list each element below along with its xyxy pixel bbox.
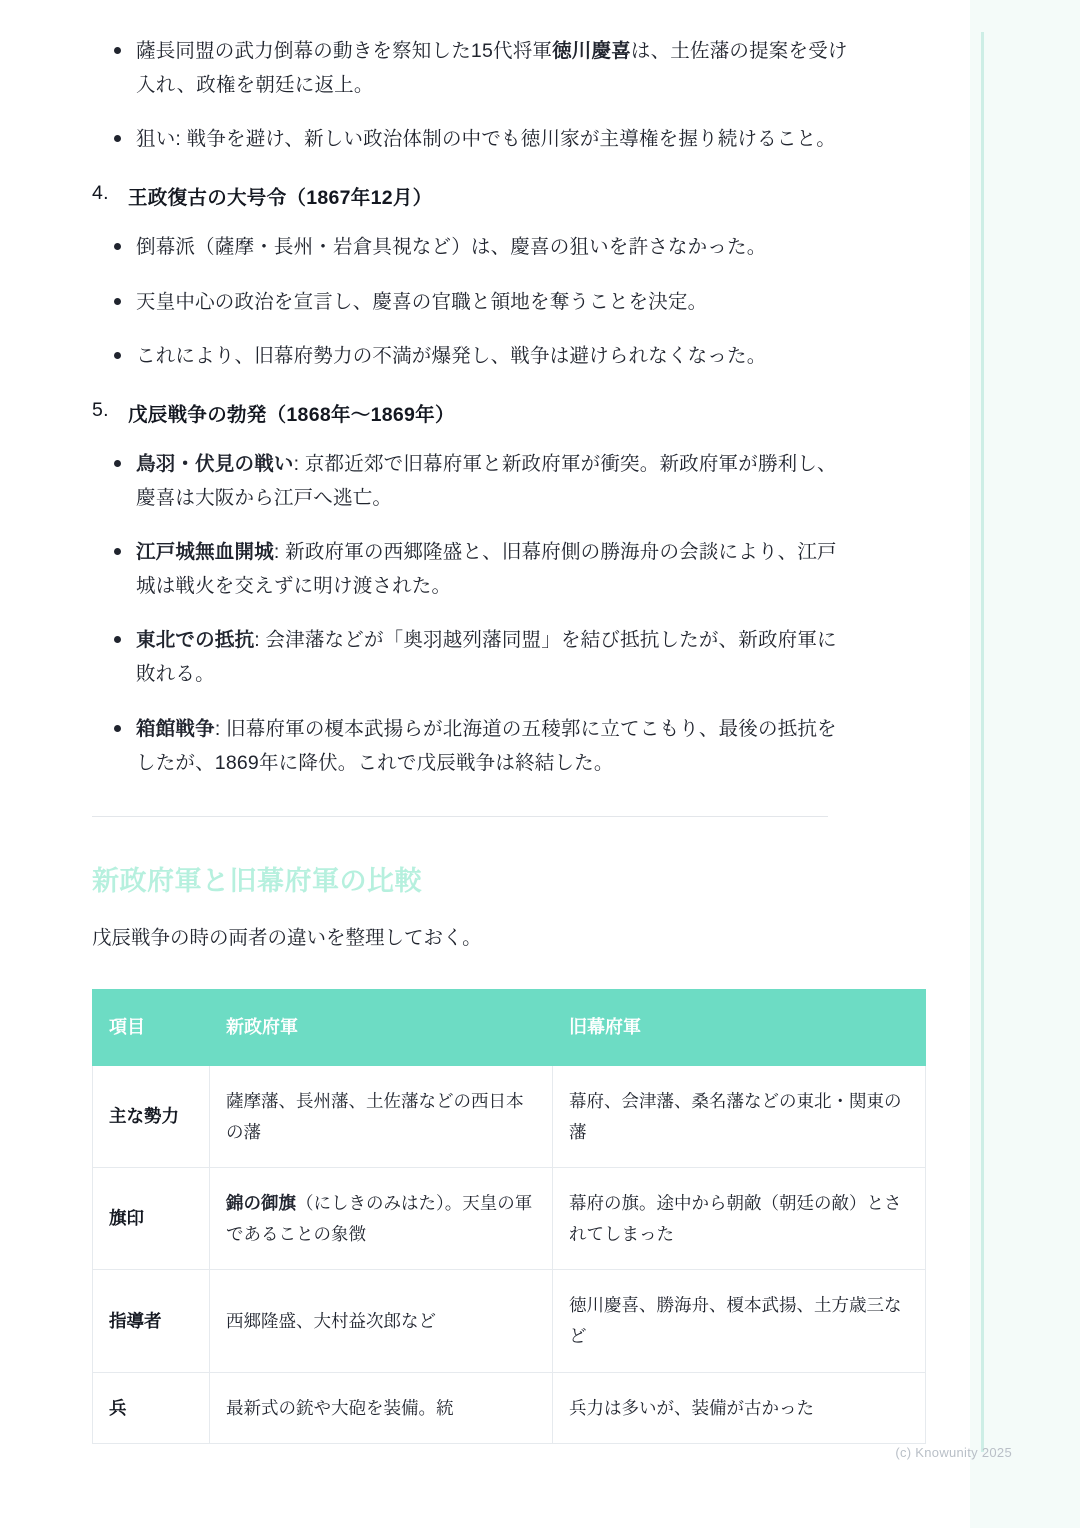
table-cell-new-government: 最新式の銃や大砲を装備。統 [210, 1372, 553, 1444]
table-row-label: 旗印 [93, 1168, 210, 1270]
table-row-label: 主な勢力 [93, 1065, 210, 1167]
list-item: 天皇中心の政治を宣言し、慶喜の官職と領地を奪うことを決定。 [92, 285, 852, 319]
section-title-5: 戊辰戦争の勃発（1868年〜1869年） [128, 403, 455, 426]
table-row [93, 1270, 926, 1372]
list-item: 狙い: 戦争を避け、新しい政治体制の中でも徳川家が主導権を握り続けること。 [92, 122, 852, 156]
list-item: 倒幕派（薩摩・長州・岩倉具視など）は、慶喜の狙いを許さなかった。 [92, 230, 852, 264]
document-content [92, 34, 902, 1444]
table-body [93, 1065, 926, 1443]
top-bullet-list [92, 34, 852, 156]
section-number-4: 4. [92, 182, 109, 205]
list-item: これにより、旧幕府勢力の不満が爆発し、戦争は避けられなくなった。 [92, 339, 852, 373]
table-row [93, 1168, 926, 1270]
section-divider [92, 816, 828, 817]
table-row-label: 指導者 [93, 1270, 210, 1372]
table-cell-old-shogunate: 幕府、会津藩、桑名藩などの東北・関東の藩 [553, 1065, 926, 1167]
table-cell-old-shogunate: 幕府の旗。途中から朝敵（朝廷の敵）とされてしまった [553, 1168, 926, 1270]
section-number-5: 5. [92, 398, 109, 421]
table-cell-old-shogunate: 兵力は多いが、装備が古かった [553, 1372, 926, 1444]
table-row [93, 1065, 926, 1167]
table-column-header-old-shogunate: 旧幕府軍 [553, 989, 926, 1065]
table-header-row [93, 989, 926, 1065]
table-header [93, 989, 926, 1065]
section-heading-5 [92, 399, 852, 427]
section-heading-4 [92, 182, 852, 210]
table-column-header-item: 項目 [93, 989, 210, 1065]
table-row-label: 兵 [93, 1372, 210, 1444]
list-item: 鳥羽・伏見の戦い: 京都近郊で旧幕府軍と新政府軍が衝突。新政府軍が勝利し、慶喜は大阪から江戸へ逃亡。 [92, 447, 852, 515]
table-row [93, 1372, 926, 1444]
comparison-table [92, 989, 926, 1444]
table-cell-new-government: 西郷隆盛、大村益次郎など [210, 1270, 553, 1372]
table-cell-new-government: 薩摩藩、長州藩、土佐藩などの西日本の藩 [210, 1065, 553, 1167]
section-4-bullet-list [92, 230, 852, 372]
list-item: 東北での抵抗: 会津藩などが「奥羽越列藩同盟」を結び抵抗したが、新政府軍に敗れる。 [92, 623, 852, 691]
section-5-bullet-list [92, 447, 852, 780]
right-edge-accent-line [981, 32, 984, 1452]
right-edge-strip [970, 0, 1080, 1528]
list-item: 江戸城無血開城: 新政府軍の西郷隆盛と、旧幕府側の勝海舟の会談により、江戸城は戦火を交えずに明け渡された。 [92, 535, 852, 603]
section-title-4: 王政復古の大号令（1867年12月） [128, 187, 433, 210]
table-cell-new-government: 錦の御旗（にしきのみはた）。天皇の軍であることの象徴 [210, 1168, 553, 1270]
comparison-section-title: 新政府軍と旧幕府軍の比較 [92, 865, 422, 896]
table-column-header-new-government: 新政府軍 [210, 989, 553, 1065]
table-cell-old-shogunate: 徳川慶喜、勝海舟、榎本武揚、土方歳三など [553, 1270, 926, 1372]
list-item: 薩長同盟の武力倒幕の動きを察知した15代将軍徳川慶喜は、土佐藩の提案を受け入れ、政権を朝廷に返上。 [92, 34, 852, 102]
comparison-section-intro: 戊辰戦争の時の両者の違いを整理しておく。 [92, 926, 482, 949]
watermark: (c) Knowunity 2025 [895, 1445, 1012, 1460]
list-item: 箱館戦争: 旧幕府軍の榎本武揚らが北海道の五稜郭に立てこもり、最後の抵抗をしたが、1869年に降伏。これで戊辰戦争は終結した。 [92, 712, 852, 780]
